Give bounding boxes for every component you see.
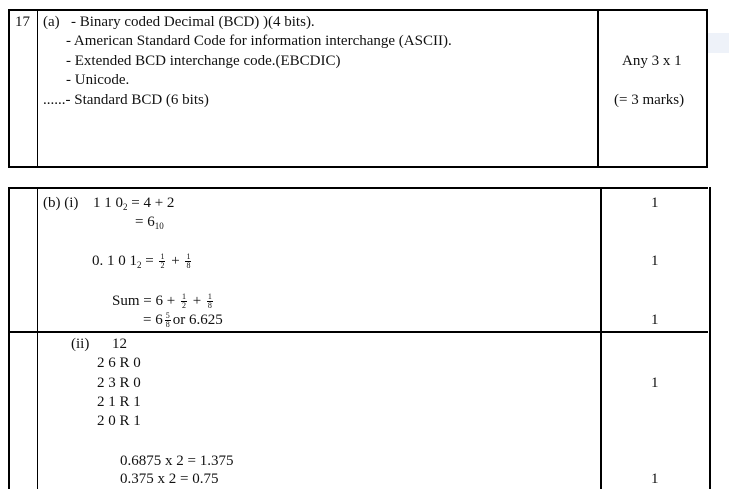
table2-row-divider [8,331,708,333]
division-start: 12 [112,336,127,352]
base-2-subscript: 2 [137,260,142,270]
multiplication-step-1: 0.6875 x 2 = 1.375 [120,453,234,469]
part-a-prefix: (a) [43,14,60,30]
table2-top-border [8,187,708,189]
binary-fraction-line [92,252,193,270]
plus-sign: + [192,293,202,309]
answer-item-ebcdic: - Extended BCD interchange code.(EBCDIC) [66,53,341,69]
equals-sign: = [145,253,154,269]
fraction-five-eighths: $\frac{5}{8}$ [165,311,170,330]
answer-item-unicode: - Unicode. [66,72,130,88]
answer-item-ascii: - American Standard Code for information interchange (ASCII). [66,33,452,49]
mark-1: 1 [651,195,659,211]
decimal-6: = 6 [135,214,155,230]
binary-110-line [93,194,174,212]
table2-col-divider-1 [37,187,38,489]
table1-left-border [8,9,10,168]
question-number: 17 [15,14,30,30]
table1-bottom-border [8,166,708,168]
fraction-one-half: $\frac{1}{2}$ [181,292,186,311]
marks-allocation: Any 3 x 1 [622,53,682,69]
binary-110: 1 1 0 [93,195,123,211]
sum-result-decimal: or 6.625 [172,312,223,328]
fraction-one-eighth: $\frac{1}{8}$ [186,252,191,271]
part-b-prefix: (b) (i) [43,195,79,211]
decimal-6-line [135,213,164,231]
division-step-4: 2 0 R 1 [97,413,141,429]
sum-line [112,292,215,310]
sum-integer-part: 6 [155,293,163,309]
fraction-one-eighth: $\frac{1}{8}$ [207,292,212,311]
division-step-1: 2 6 R 0 [97,355,141,371]
table1-col-divider-2 [597,9,599,168]
multiplication-step-2: 0.375 x 2 = 0.75 [120,471,219,487]
division-step-3: 2 1 R 1 [97,394,141,410]
mark-4: 1 [651,375,659,391]
sum-result-line [143,311,223,329]
mark-5: 1 [651,471,659,487]
answer-item-standard-bcd: ......- Standard BCD (6 bits) [43,92,209,108]
division-step-2: 2 3 R 0 [97,375,141,391]
plus-sign: + [166,293,176,309]
table1-col-divider-1 [37,9,38,168]
base-2-subscript: 2 [123,202,128,212]
mark-3: 1 [651,312,659,328]
binary-110-expansion: = 4 + 2 [131,195,175,211]
table1-top-border [8,9,708,11]
corner-tag [707,33,729,53]
sum-result-integer: = 6 [143,312,163,328]
mark-2: 1 [651,253,659,269]
part-ii-label: (ii) [71,336,90,352]
sum-label: Sum = [112,293,152,309]
table1-right-border [706,9,708,168]
table2-right-border [709,187,711,489]
marks-total: (= 3 marks) [614,92,685,108]
fraction-one-half: $\frac{1}{2}$ [160,252,165,271]
table2-left-border [8,187,10,489]
table2-col-divider-2 [600,187,602,489]
answer-item-bcd: - Binary coded Decimal (BCD) )(4 bits). [71,14,315,30]
binary-0101: 0. 1 0 1 [92,253,137,269]
plus-sign: + [171,253,180,269]
base-10-subscript: 10 [154,221,164,231]
